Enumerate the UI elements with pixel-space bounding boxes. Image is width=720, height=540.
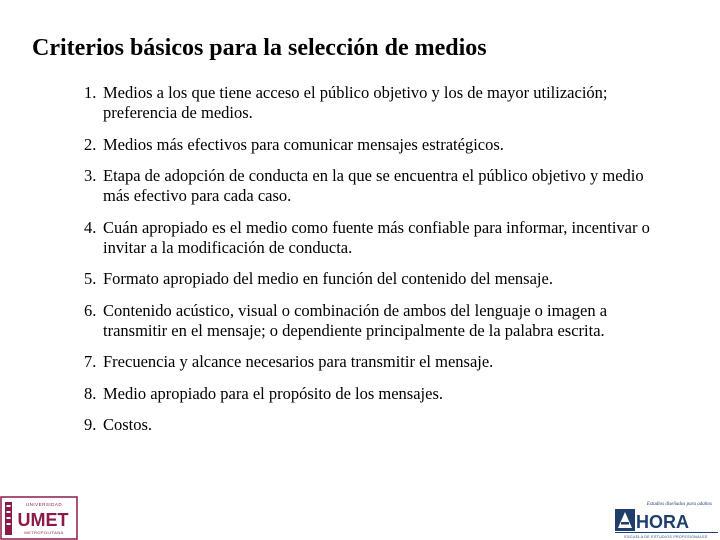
list-item: [84, 218, 664, 258]
item-text: Contenido acústico, visual o combinación de ambos del lenguaje o imagen a transmitir en el mensaje; o dependiente principalmente de la palabra escrita.: [103, 300, 608, 340]
item-number: 7.: [84, 352, 97, 371]
item-text: Cuán apropiado es el medio como fuente más confiable para informar, incentivar o invitar a la modificación de conducta.: [103, 217, 650, 257]
svg-text:HORA: HORA: [636, 512, 689, 532]
list-item: [84, 166, 664, 206]
item-number: 3.: [84, 166, 97, 185]
item-text: Medios a los que tiene acceso el público objetivo y los de mayor utilización; preferencia de medios.: [103, 83, 608, 122]
svg-text:ESCUELA DE ESTUDIOS PROFESIONA: ESCUELA DE ESTUDIOS PROFESIONALES: [624, 535, 708, 539]
item-text: Etapa de adopción de conducta en la que se encuentra el público objetivo y medio más efectivo para cada caso.: [103, 166, 644, 205]
item-number: 1.: [84, 83, 97, 102]
item-number: 8.: [84, 383, 97, 403]
svg-text:METROPOLITANA: METROPOLITANA: [24, 530, 64, 535]
svg-text:Estudios diseñados para adulto: Estudios diseñados para adultos: [646, 502, 712, 507]
item-text: Frecuencia y alcance necesarios para transmitir el mensaje.: [103, 352, 494, 371]
ahora-logo: [610, 497, 720, 540]
criteria-list: [84, 83, 664, 447]
item-number: 9.: [84, 415, 97, 434]
umet-seal-icon: [5, 502, 12, 535]
item-number: 2.: [84, 134, 97, 154]
list-item: [84, 269, 664, 289]
item-text: Medio apropiado para el propósito de los mensajes.: [103, 383, 443, 403]
ahora-emblem-icon: [615, 509, 635, 531]
list-item: [84, 135, 664, 155]
item-number: 5.: [84, 269, 97, 288]
svg-text:UMET: UMET: [17, 510, 69, 530]
item-text: Formato apropiado del medio en función del contenido del mensaje.: [103, 269, 553, 288]
list-item: [84, 415, 664, 435]
list-item: [84, 83, 664, 123]
item-number: 6.: [84, 300, 97, 320]
item-text: Medios más efectivos para comunicar mensajes estratégicos.: [103, 134, 504, 154]
umet-logo: [0, 495, 78, 540]
item-number: 4.: [84, 217, 97, 237]
list-item: [84, 301, 664, 341]
slide-title: Criterios básicos para la selección de medios: [32, 35, 487, 61]
list-item: [84, 384, 664, 404]
list-item: [84, 352, 664, 372]
svg-text:UNIVERSIDAD: UNIVERSIDAD: [25, 502, 63, 507]
item-text: Costos.: [103, 415, 153, 434]
